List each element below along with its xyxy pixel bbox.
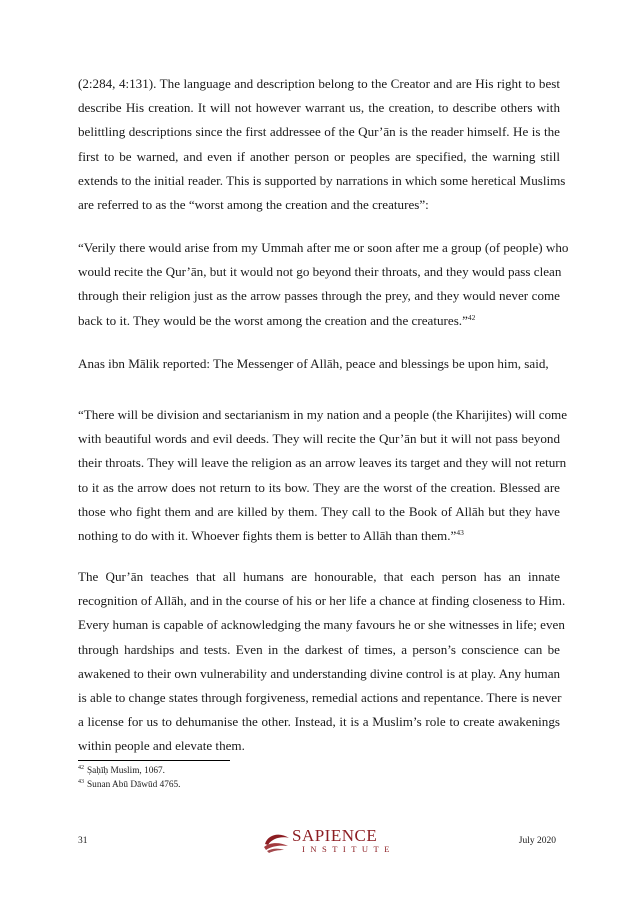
text-line: awakened to their own vulnerability and understanding divine control is at play. Any human: [78, 665, 561, 681]
paragraph-2: [78, 352, 560, 376]
footnote-divider: [78, 760, 230, 761]
footnote-text: Ṣaḥīḥ Muslim, 1067.: [87, 766, 165, 776]
text-line: describe His creation. It will not however warrant us, the creation, to describe others with: [78, 100, 560, 116]
text-line: Every human is capable of acknowledging the many favours he or she witnesses in life; even: [78, 617, 565, 633]
text-line: through hardships and tests. Even in the darkest of times, a person’s conscience can be: [78, 641, 560, 657]
text-line: within people and elevate them.: [78, 738, 245, 754]
text-line: their throats. They will leave the religion as an arrow leaves its target and they will not return: [78, 455, 567, 471]
text-line: “Verily there would arise from my Ummah after me or soon after me a group (of people) who: [78, 240, 569, 255]
text-line-content: nothing to do with it. Whoever fights them is better to Allāh than them.”: [78, 528, 457, 544]
footer-date: July 2020: [518, 836, 556, 846]
text-line: is able to change states through forgiveness, remedial actions and repentance. There is never: [78, 690, 562, 706]
text-line: [78, 524, 560, 548]
text-line: to it as the arrow does not return to its bow. They are the worst of the creation. Blessed are: [78, 479, 560, 495]
footnote-mark: 42: [78, 765, 84, 771]
text-line: recognition of Allāh, and in the course of his or her life a chance at finding closeness to Him.: [78, 593, 566, 609]
text-line: (2:284, 4:131). The language and description belong to the Creator and are His right to best: [78, 76, 560, 91]
text-line: are referred to as the “worst among the creation and the creatures”:: [78, 197, 429, 213]
logo-main-text: SAPIENCE: [292, 826, 378, 845]
text-line: The Qur’ān teaches that all humans are honourable, that each person has an innate: [78, 569, 560, 584]
logo-sub-text: INSTITUTE: [302, 844, 395, 854]
sapience-institute-logo: [262, 826, 395, 858]
paragraph-3: [78, 565, 566, 759]
quote-paragraph-1: [78, 236, 569, 333]
footnote-ref-43[interactable]: 43: [456, 528, 464, 538]
text-line: those who fight them and are killed by them. They call to the Book of Allāh but they have: [78, 503, 560, 519]
text-line: first to be warned, and even if another person or peoples are specified, the warning still: [78, 148, 560, 164]
text-line: a license for us to dehumanise the other. Instead, it is a Muslim’s role to create awakenings: [78, 714, 560, 730]
text-line: with beautiful words and evil deeds. They will recite the Qur’ān but it will not pass beyond: [78, 431, 560, 447]
quote-paragraph-2: [78, 403, 568, 548]
text-line: through their religion just as the arrow passes through the prey, and they would never come: [78, 288, 560, 304]
page-number: 31: [78, 836, 88, 846]
footnote-42: [78, 765, 165, 777]
footnote-mark: 43: [78, 779, 84, 785]
footnote-43: [78, 779, 180, 791]
text-line: would recite the Qur’ān, but it would not go beyond their throats, and they would pass clean: [78, 264, 562, 280]
logo-mark-icon: [262, 830, 292, 854]
text-line-content: back to it. They would be the worst among the creation and the creatures.”: [78, 312, 468, 328]
text-line: Anas ibn Mālik reported: The Messenger of Allāh, peace and blessings be upon him, said,: [78, 356, 549, 371]
footnote-ref-42[interactable]: 42: [467, 312, 476, 322]
text-line: extends to the initial reader. This is supported by narrations in which some heretical Muslims: [78, 172, 566, 188]
footnote-text: Sunan Abū Dāwūd 4765.: [87, 780, 181, 790]
text-line: “There will be division and sectarianism in my nation and a people (the Kharijites) will come: [78, 407, 568, 422]
paragraph-1: [78, 72, 566, 217]
text-line: [78, 309, 560, 333]
text-line: belittling descriptions since the first addressee of the Qur’ān is the reader himself. He is the: [78, 124, 560, 140]
